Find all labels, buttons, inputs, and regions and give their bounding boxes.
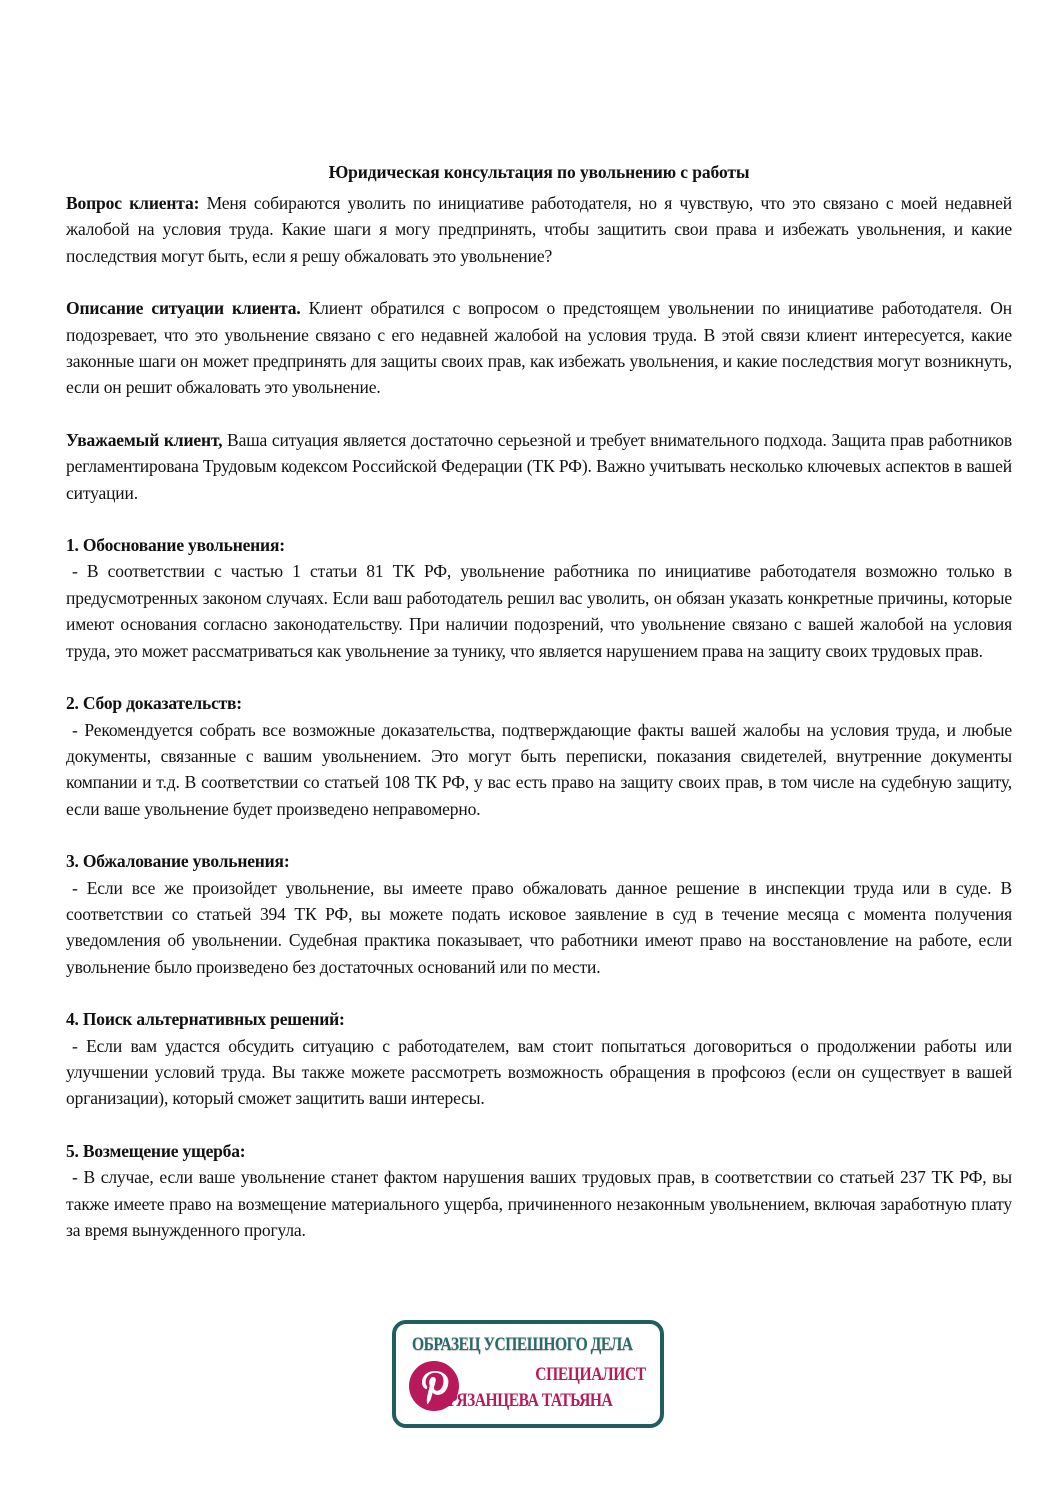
spacer [66,506,1012,532]
spacer [66,401,1012,427]
document-page [66,158,1012,1243]
stamp-line-success-sample: ОБРАЗЕЦ УСПЕШНОГО ДЕЛА [412,1334,633,1355]
greeting-text: Ваша ситуация является достаточно серьезной и требует внимательного подхода. Защита прав работников регламентирована Трудовым кодексом Российской Федерации (ТК РФ). Важно учитывать несколько ключевых аспектов в вашей ситуации. [66,429,1012,503]
greeting-label: Уважаемый клиент, [66,429,223,450]
greeting-paragraph [66,427,1012,506]
spacer [66,980,1012,1006]
stamp-line-specialist: СПЕЦИАЛИСТ [535,1364,646,1385]
section-body: - Рекомендуется собрать все возможные доказательства, подтверждающие факты вашей жалобы на условия труда, и любые документы, связанные с вашим увольнением. Это могут быть переписки, показания свидетелей, внутренние документы компании и т.д. В соответствии со статьей 108 ТК РФ, у вас есть право на защиту своих прав, в том числе на судебную защиту, если ваше увольнение будет произведено неправомерно. [66,719,1012,819]
client-question-text: Меня собираются уволить по инициативе работодателя, но я чувствую, что это связано с моей недавней жалобой на условия труда. Какие шаги я могу предпринять, чтобы защитить свои права и избежать увольнения, и какие последствия могут быть, если я решу обжаловать это увольнение? [66,193,1012,266]
situation-label: Описание ситуации клиента. [66,298,301,319]
spacer [66,822,1012,848]
section-body: - В соответствии с частью 1 статьи 81 ТК РФ, увольнение работника по инициативе работодателя возможно только в предусмотренных законом случаях. Если ваш работодатель решил вас уволить, он обязан указать конкретные причины, которые имеют основания согласно законодательству. При наличии подозрений, что увольнение связано с вашей жалобой на условия труда, это может рассматриваться как увольнение за тунику, что является нарушением права на защиту своих трудовых прав. [66,561,1012,661]
section-heading: 2. Сбор доказательств: [66,693,242,714]
specialist-stamp [392,1320,664,1428]
document-title: Юридическая консультация по увольнению с работы [328,162,750,182]
section-body: - Если вам удастся обсудить ситуацию с работодателем, вам стоит попытаться договориться о продолжении работы или улучшении условий труда. Вы также можете рассмотреть возможность обращения в профсоюз (если он существует в вашей организации), который сможет защитить ваши интересы. [66,1035,1012,1109]
section-body: - В случае, если ваше увольнение станет фактом нарушения ваших трудовых прав, в соответствии со статьей 237 ТК РФ, вы также имеете право на возмещение материального ущерба, причиненного незаконным увольнением, включая заработную плату за время вынужденного прогула. [66,1167,1012,1240]
section-heading: 4. Поиск альтернативных решений: [66,1009,345,1030]
situation-description [66,295,1012,401]
section-heading: 5. Возмещение ущерба: [66,1140,246,1161]
section-heading: 1. Обоснование увольнения: [66,535,285,556]
client-question [66,190,1012,269]
spacer [66,664,1012,690]
client-question-label: Вопрос клиента: [66,193,200,213]
stamp-line-name: РЯЗАНЦЕВА ТАТЬЯНА [448,1390,613,1411]
situation-text: Клиент обратился с вопросом о предстоящем увольнении по инициативе работодателя. Он подозревает, что это увольнение связано с его недавней жалобой на условия труда. В этой связи клиент интересуется, какие законные шаги он может предпринять для защиты своих прав, как избежать увольнения, и какие последствия могут возникнуть, если он решит обжаловать это увольнение. [66,298,1012,398]
spacer [66,269,1012,295]
section-body: - Если все же произойдет увольнение, вы имеете право обжаловать данное решение в инспекции труда или в суде. В соответствии со статьей 394 ТК РФ, вы можете подать исковое заявление в суд в течение месяца с момента получения уведомления об увольнении. Судебная практика показывает, что работники имеют право на восстановление на работе, если увольнение было произведено без достаточных оснований или по мести. [66,877,1012,977]
section-heading: 3. Обжалование увольнения: [66,851,290,872]
spacer [66,1112,1012,1138]
